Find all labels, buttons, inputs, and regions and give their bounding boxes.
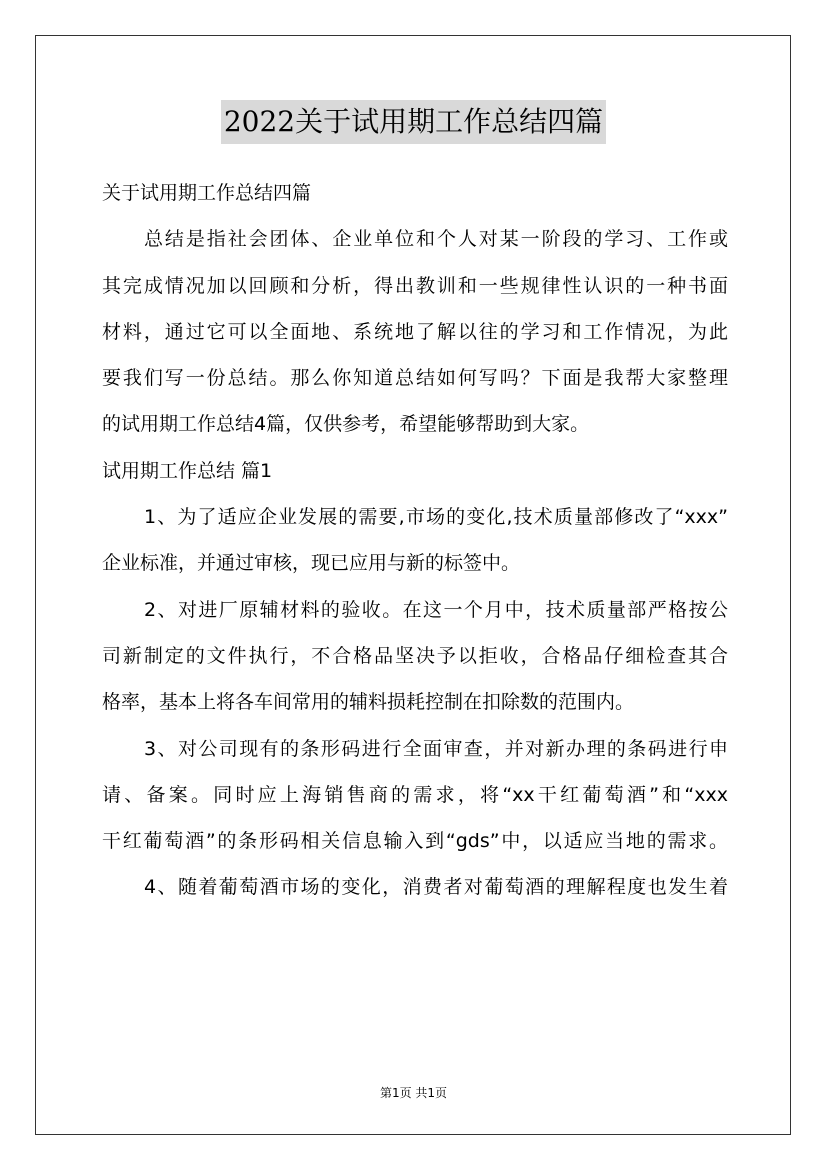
subtitle-line: 关于试用期工作总结四篇 bbox=[102, 182, 312, 204]
document-title-wrapper bbox=[0, 100, 827, 144]
page-footer: 第1页 共1页 bbox=[379, 1086, 448, 1100]
paragraph-line: 司新制定的文件执行，不合格品坚决予以拒收，合格品仔细检查其合 bbox=[102, 644, 728, 667]
paragraph-line: 干红葡萄酒”的条形码相关信息输入到“gds”中，以适应当地的需求。 bbox=[102, 830, 728, 853]
paragraph-line: 1、为了适应企业发展的需要,市场的变化,技术质量部修改了“xxx” bbox=[144, 506, 728, 529]
paragraph-line: 总结是指社会团体、企业单位和个人对某一阶段的学习、工作或 bbox=[144, 228, 728, 251]
paragraph-line: 2、对进厂原辅材料的验收。在这一个月中，技术质量部严格按公 bbox=[144, 598, 728, 621]
document-body bbox=[102, 170, 728, 911]
document-title: 2022关于试用期工作总结四篇 bbox=[221, 100, 606, 144]
paragraph-line: 请、备案。同时应上海销售商的需求，将“xx干红葡萄酒”和“xxx bbox=[102, 783, 728, 806]
paragraph-line: 的试用期工作总结4篇，仅供参考，希望能够帮助到大家。 bbox=[102, 413, 590, 436]
paragraph-line: 企业标准，并通过审核，现已应用与新的标签中。 bbox=[102, 552, 521, 575]
paragraph-line: 格率，基本上将各车间常用的辅料损耗控制在扣除数的范围内。 bbox=[102, 691, 635, 714]
section-heading: 试用期工作总结 篇1 bbox=[102, 459, 273, 482]
paragraph-line: 材料，通过它可以全面地、系统地了解以往的学习和工作情况，为此 bbox=[102, 320, 728, 343]
paragraph-line: 4、随着葡萄酒市场的变化，消费者对葡萄酒的理解程度也发生着 bbox=[144, 876, 728, 899]
paragraph-line: 3、对公司现有的条形码进行全面审查，并对新办理的条码进行申 bbox=[144, 737, 728, 760]
paragraph-line: 其完成情况加以回顾和分析，得出教训和一些规律性认识的一种书面 bbox=[102, 274, 728, 297]
paragraph-line: 要我们写一份总结。那么你知道总结如何写吗？下面是我帮大家整理 bbox=[102, 367, 728, 390]
